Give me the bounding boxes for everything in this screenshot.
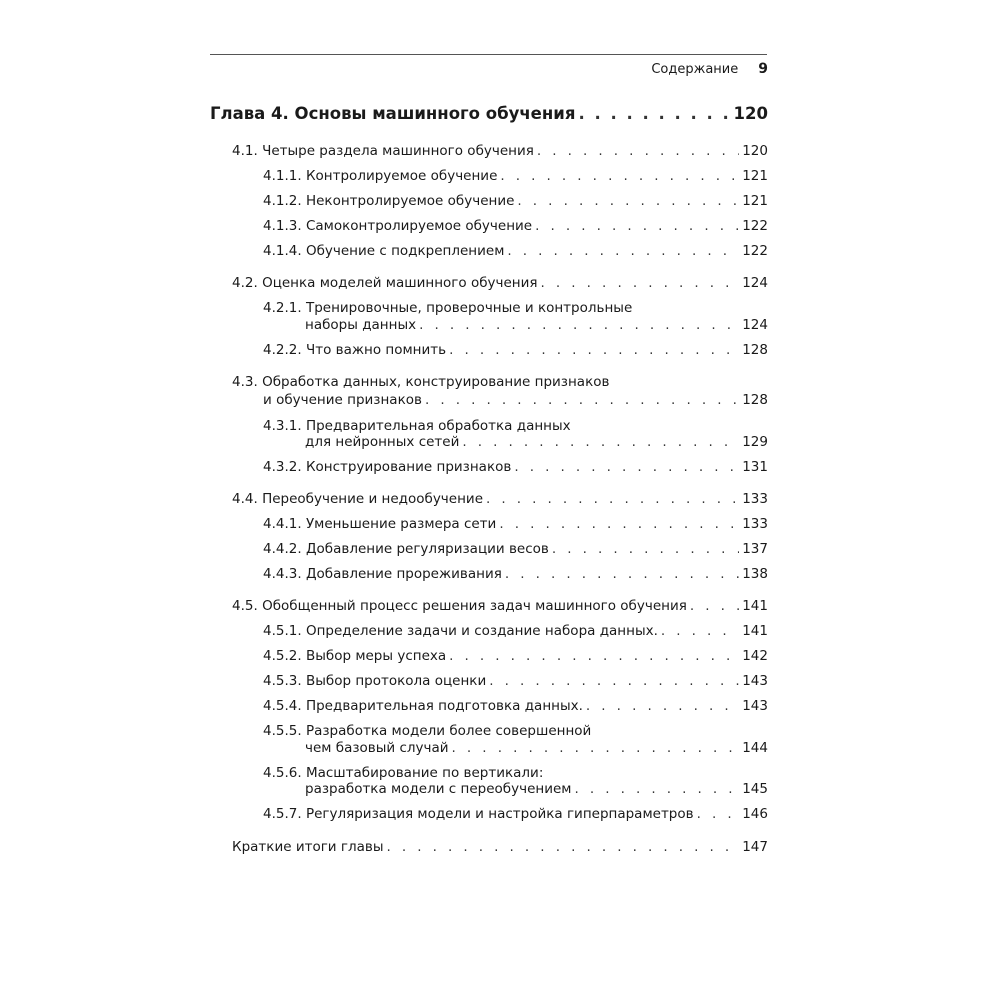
toc-entry-4-3-1[interactable] bbox=[305, 434, 768, 451]
entry-title-line1: Разработка модели более совершенной bbox=[305, 723, 592, 739]
chapter-heading[interactable] bbox=[210, 104, 768, 123]
entry-page: 138 bbox=[742, 566, 768, 582]
entry-title: и обучение признаков bbox=[263, 392, 422, 408]
toc-entry-4-5-6-first-line[interactable] bbox=[263, 765, 543, 782]
entry-page: 122 bbox=[742, 218, 768, 234]
leader-dots bbox=[489, 673, 739, 690]
toc-entry-4-3-first-line[interactable] bbox=[232, 374, 609, 391]
entry-title: Выбор меры успеха bbox=[305, 648, 447, 664]
entry-page: 124 bbox=[742, 275, 768, 291]
entry-number: 4.4.1. bbox=[263, 516, 302, 532]
entry-number: 4.5.5. bbox=[263, 723, 302, 739]
toc-entry-4-5-6[interactable] bbox=[305, 781, 768, 798]
toc-entry-4-1-4[interactable] bbox=[263, 243, 768, 260]
leader-dots bbox=[425, 392, 739, 409]
entry-number: 4.5.1. bbox=[263, 623, 302, 639]
chapter-title: Глава 4. Основы машинного обучения bbox=[210, 104, 576, 123]
chapter-page: 120 bbox=[733, 104, 768, 123]
entry-page: 141 bbox=[742, 598, 768, 614]
toc-entry-4-4[interactable] bbox=[232, 491, 768, 508]
entry-title: разработка модели с переобучением bbox=[305, 781, 572, 797]
entry-title: Обучение с подкреплением bbox=[305, 243, 505, 259]
entry-number: 4.1.1. bbox=[263, 168, 302, 184]
leader-dots bbox=[386, 839, 739, 856]
entry-number: 4.1.3. bbox=[263, 218, 302, 234]
entry-number: 4.4.3. bbox=[263, 566, 302, 582]
entry-title: наборы данных bbox=[305, 317, 417, 333]
toc-entry-4-3[interactable] bbox=[263, 392, 768, 409]
entry-page: 133 bbox=[742, 516, 768, 532]
leader-dots bbox=[449, 342, 739, 359]
entry-title: Что важно помнить bbox=[305, 342, 447, 358]
toc-entry-4-2-2[interactable] bbox=[263, 342, 768, 359]
toc-entry-4-3-1-first-line[interactable] bbox=[263, 418, 571, 435]
leader-dots bbox=[586, 698, 739, 715]
toc-entry-4-5[interactable] bbox=[232, 598, 768, 615]
toc-entry-4-4-2[interactable] bbox=[263, 541, 768, 558]
leader-dots bbox=[541, 275, 740, 292]
entry-page: 128 bbox=[742, 342, 768, 358]
toc-entry-4-1-3[interactable] bbox=[263, 218, 768, 235]
entry-number: 4.5. bbox=[232, 598, 258, 614]
leader-dots bbox=[499, 516, 739, 533]
leader-dots bbox=[419, 317, 739, 334]
entry-number: 4.4.2. bbox=[263, 541, 302, 557]
entry-page: 141 bbox=[742, 623, 768, 639]
entry-title-line1: Тренировочные, проверочные и контрольные bbox=[305, 300, 633, 316]
entry-number: 4.2. bbox=[232, 275, 258, 291]
entry-title: Оценка моделей машинного обучения bbox=[262, 275, 538, 291]
toc-entry-4-5-2[interactable] bbox=[263, 648, 768, 665]
toc-entry-4-1-1[interactable] bbox=[263, 168, 768, 185]
entry-number: 4.1.4. bbox=[263, 243, 302, 259]
leader-dots bbox=[514, 459, 739, 476]
entry-title: для нейронных сетей bbox=[305, 434, 460, 450]
entry-title: Неконтролируемое обучение bbox=[305, 193, 515, 209]
toc-entry-summary[interactable] bbox=[232, 839, 768, 856]
entry-title: Конструирование признаков bbox=[305, 459, 512, 475]
leader-dots bbox=[517, 193, 739, 210]
toc-entry-4-5-5[interactable] bbox=[305, 740, 768, 757]
entry-title: Предварительная подготовка данных. bbox=[305, 698, 583, 714]
leader-dots bbox=[574, 781, 739, 798]
entry-title: чем базовый случай bbox=[305, 740, 449, 756]
entry-number: 4.5.7. bbox=[263, 806, 302, 822]
entry-number: 4.5.3. bbox=[263, 673, 302, 689]
toc-entry-4-5-1[interactable] bbox=[263, 623, 768, 640]
toc-entry-4-1-2[interactable] bbox=[263, 193, 768, 210]
entry-page: 124 bbox=[742, 317, 768, 333]
leader-dots bbox=[697, 806, 740, 823]
entry-page: 146 bbox=[742, 806, 768, 822]
toc-entry-4-5-3[interactable] bbox=[263, 673, 768, 690]
entry-number: 4.5.6. bbox=[263, 765, 302, 781]
entry-page: 133 bbox=[742, 491, 768, 507]
entry-page: 129 bbox=[742, 434, 768, 450]
entry-number: 4.2.2. bbox=[263, 342, 302, 358]
entry-title-line1: Предварительная обработка данных bbox=[305, 418, 571, 434]
entry-number: 4.3. bbox=[232, 374, 258, 390]
running-head bbox=[651, 61, 768, 77]
entry-page: 143 bbox=[742, 673, 768, 689]
entry-number: 4.2.1. bbox=[263, 300, 302, 316]
leader-dots bbox=[507, 243, 739, 260]
entry-page: 143 bbox=[742, 698, 768, 714]
entry-page: 128 bbox=[742, 392, 768, 408]
leader-dots bbox=[449, 648, 739, 665]
header-rule bbox=[210, 54, 767, 55]
entry-number: 4.5.4. bbox=[263, 698, 302, 714]
leader-dots bbox=[500, 168, 739, 185]
entry-title-line1: Масштабирование по вертикали: bbox=[305, 765, 544, 781]
entry-title-line1: Обработка данных, конструирование признаков bbox=[262, 374, 610, 390]
toc-entry-4-5-5-first-line[interactable] bbox=[263, 723, 591, 740]
entry-title: Выбор протокола оценки bbox=[305, 673, 487, 689]
entry-page: 147 bbox=[742, 839, 768, 855]
entry-title: Обобщенный процесс решения задач машинного обучения bbox=[262, 598, 687, 614]
toc-entry-4-5-7[interactable] bbox=[263, 806, 768, 823]
entry-page: 145 bbox=[742, 781, 768, 797]
entry-page: 121 bbox=[742, 168, 768, 184]
leader-dots bbox=[452, 740, 740, 757]
entry-page: 142 bbox=[742, 648, 768, 664]
entry-number: 4.4. bbox=[232, 491, 258, 507]
entry-title: Добавление регуляризации весов bbox=[305, 541, 549, 557]
leader-dots bbox=[486, 491, 739, 508]
entry-number: 4.1.2. bbox=[263, 193, 302, 209]
entry-number: 4.3.1. bbox=[263, 418, 302, 434]
toc-entry-4-4-1[interactable] bbox=[263, 516, 768, 533]
toc-entry-4-2[interactable] bbox=[232, 275, 768, 292]
entry-title: Добавление прореживания bbox=[305, 566, 502, 582]
running-head-section: Содержание bbox=[651, 62, 739, 77]
leader-dots bbox=[578, 104, 730, 123]
entry-page: 137 bbox=[742, 541, 768, 557]
entry-title: Регуляризация модели и настройка гиперпараметров bbox=[305, 806, 694, 822]
entry-title: Определение задачи и создание набора данных. bbox=[305, 623, 658, 639]
running-head-page-number: 9 bbox=[758, 61, 768, 77]
entry-number: 4.5.2. bbox=[263, 648, 302, 664]
leader-dots bbox=[690, 598, 739, 615]
entry-title: Переобучение и недообучение bbox=[262, 491, 483, 507]
leader-dots bbox=[661, 623, 739, 640]
toc-entry-4-4-3[interactable] bbox=[263, 566, 768, 583]
leader-dots bbox=[552, 541, 739, 558]
leader-dots bbox=[505, 566, 739, 583]
entry-page: 122 bbox=[742, 243, 768, 259]
entry-title: Контролируемое обучение bbox=[305, 168, 498, 184]
entry-page: 144 bbox=[742, 740, 768, 756]
toc-entry-4-1[interactable] bbox=[232, 143, 768, 160]
toc-entry-4-3-2[interactable] bbox=[263, 459, 768, 476]
toc-entry-4-2-1-first-line[interactable] bbox=[263, 300, 632, 317]
entry-title: Краткие итоги главы bbox=[232, 839, 384, 855]
entry-number: 4.1. bbox=[232, 143, 258, 159]
entry-page: 120 bbox=[742, 143, 768, 159]
entry-page: 121 bbox=[742, 193, 768, 209]
leader-dots bbox=[537, 143, 739, 160]
leader-dots bbox=[535, 218, 739, 235]
entry-page: 131 bbox=[742, 459, 768, 475]
entry-title: Самоконтролируемое обучение bbox=[305, 218, 533, 234]
toc-entry-4-2-1[interactable] bbox=[305, 317, 768, 334]
entry-number: 4.3.2. bbox=[263, 459, 302, 475]
leader-dots bbox=[462, 434, 739, 451]
entry-title: Четыре раздела машинного обучения bbox=[262, 143, 534, 159]
entry-title: Уменьшение размера сети bbox=[305, 516, 497, 532]
toc-entry-4-5-4[interactable] bbox=[263, 698, 768, 715]
